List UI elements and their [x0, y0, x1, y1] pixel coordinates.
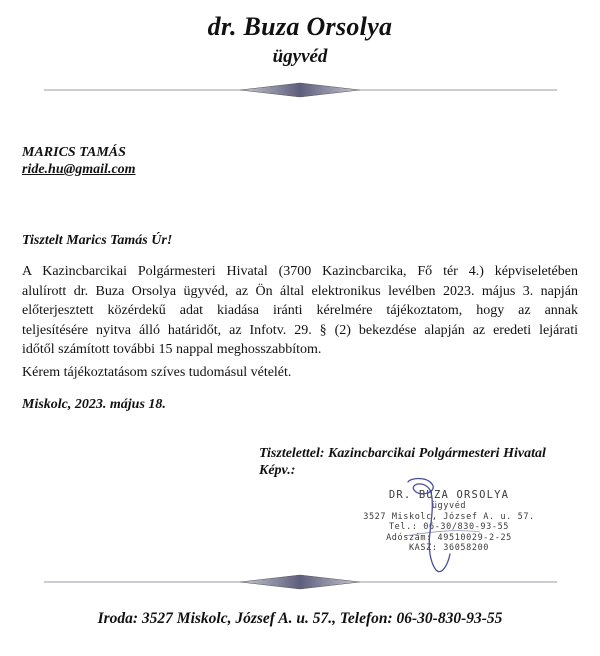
body-line: A Kazincbarcikai Polgármesteri Hivatal (3700 Kazincbarcika, Fő tér 4.) képviseletében	[22, 264, 578, 279]
stamp-role: ügyvéd	[431, 501, 467, 511]
body-paragraph	[22, 262, 578, 360]
handwritten-signature	[390, 476, 510, 576]
representative-label: Képv.:	[259, 463, 296, 478]
body-line: alulírott dr. Buza Orsolya ügyvéd, az Ön által elektronikus levélben 2023. május 3. napján	[22, 283, 578, 299]
body-line: előterjesztett közérdekű adat kiadása iránti kérelmére tájékoztatom, hogy az annak	[22, 303, 578, 318]
body-line: időtől számított további 15 nappal meghosszabbítom.	[22, 342, 322, 357]
stamp-kasz: KASZ: 36058200	[408, 543, 490, 553]
body-line: teljesítésére nyitva álló határidőt, az Infotv. 29. § (2) bekezdése alapján az eredeti lejárati	[22, 322, 578, 338]
footer-office-address: Iroda: 3527 Miskolc, József A. u. 57., Telefon: 06-30-830-93-55	[97, 610, 503, 627]
greeting: Tisztelt Marics Tamás Úr!	[22, 233, 173, 248]
closing-block	[259, 445, 546, 479]
place-date: Miskolc, 2023. május 18.	[22, 397, 166, 412]
recipient-name: MARICS TAMÁS	[22, 145, 126, 160]
letterhead-name: dr. Buza Orsolya	[207, 12, 393, 41]
recipient-block	[22, 144, 136, 178]
stamp-address: 3527 Miskolc, József A. u. 57.	[363, 511, 535, 522]
letterhead-role: ügyvéd	[272, 46, 328, 67]
stamp-name: DR. BUZA ORSOLYA	[388, 489, 510, 501]
closing-line: Tisztelettel: Kazincbarcikai Polgármesteri Hivatal	[259, 446, 546, 461]
top-divider-ornament	[44, 80, 557, 100]
stamp-phone: Tel.: 06-30/830-93-55	[388, 522, 510, 532]
recipient-email[interactable]: ride.hu@gmail.com	[22, 162, 136, 177]
stamp-tax-number: Adószám: 49510029-2-25	[386, 532, 512, 543]
bottom-divider-ornament	[44, 572, 557, 592]
request-sentence: Kérem tájékoztatásom szíves tudomásul vételét.	[22, 365, 292, 380]
